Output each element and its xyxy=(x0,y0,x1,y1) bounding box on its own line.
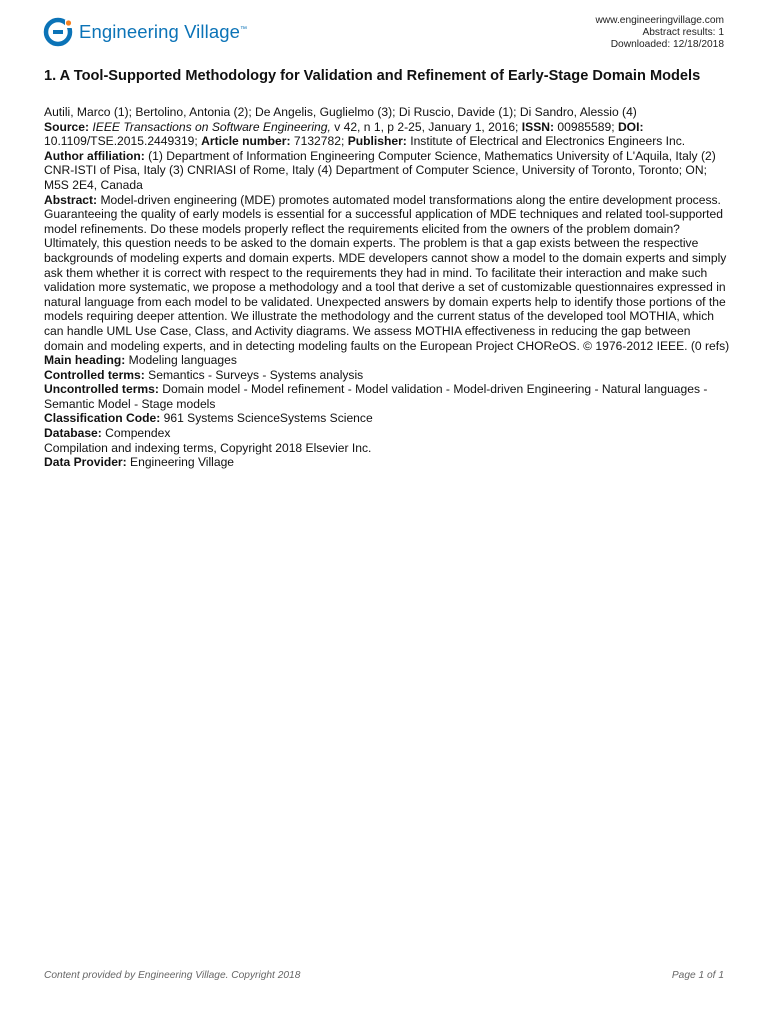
doi-value: 10.1109/TSE.2015.2449319; xyxy=(44,134,198,149)
issn-value: 00985589; xyxy=(554,119,615,134)
doi-label: DOI: xyxy=(617,119,644,134)
database-line xyxy=(44,426,730,441)
download-date: Downloaded: 12/18/2018 xyxy=(610,39,724,51)
copyright-note: Compilation and indexing terms, Copyright 2018 Elsevier Inc. xyxy=(44,440,372,455)
data-provider-label: Data Provider: xyxy=(44,455,127,470)
classification-label: Classification Code: xyxy=(44,411,161,426)
controlled-terms-label: Controlled terms: xyxy=(44,367,145,382)
main-heading-label: Main heading: xyxy=(44,353,126,368)
ev-logo-icon xyxy=(43,17,73,47)
publisher-label: Publisher: xyxy=(347,134,407,149)
uncontrolled-terms-line xyxy=(44,382,730,411)
site-url: www.engineeringvillage.com xyxy=(595,15,724,26)
footer-copyright: Content provided by Engineering Village. Copyright 2018 xyxy=(44,970,301,981)
database-value: Compendex xyxy=(101,426,171,441)
data-provider-line xyxy=(44,455,730,470)
footer-page-number: Page 1 of 1 xyxy=(671,970,724,981)
logo-text: Engineering Village™ xyxy=(79,21,248,42)
database-label: Database: xyxy=(44,426,102,441)
classification-value: 961 Systems ScienceSystems Science xyxy=(160,411,373,426)
article-number-label: Article number: xyxy=(201,134,291,149)
publisher-value: Institute of Electrical and Electronics Engineers Inc. xyxy=(406,134,686,149)
source-journal: IEEE Transactions on Software Engineering, xyxy=(92,119,331,134)
controlled-terms-line xyxy=(44,368,730,383)
record-details xyxy=(44,105,730,470)
document-meta xyxy=(595,15,724,52)
source-details: v 42, n 1, p 2-25, January 1, 2016; xyxy=(330,119,519,134)
affiliation-line xyxy=(44,149,730,193)
abstract-text: Model-driven engineering (MDE) promotes automated model transformations along the entire development process. Guaranteeing the quality of early models is essential for a successful application of MDE techniques and related tool-supported model refinements. Do these models properly reflect the requirements elicited from the owners of the problem domain? Ultimately, this question needs to be asked to the domain experts. The problem is that a gap exists between the respective backgrounds of modeling experts and domain experts. MDE developers cannot show a model to the domain experts and simply ask them whether it is correct with respect to the requirements they had in mind. To facilitate their interaction and make such validation more systematic, we propose a methodology and a tool that derive a set of customizable questionnaires expressed in natural language from each model to be validated. Unexpected answers by domain experts help to identify those portions of the models requiring deeper attention. We illustrate the methodology and the current status of the developed tool MOTHIA, which can handle UML Use Case, Class, and Activity diagrams. We assess MOTHIA effectiveness in reducing the gap between domain and modeling experts, and in detecting modeling faults on the European Project CHOReOS. © 1976-2012 IEEE. (0 refs) xyxy=(44,192,730,353)
authors: Autili, Marco (1); Bertolino, Antonia (2); De Angelis, Guglielmo (3); Di Ruscio, Davide (1); Di Sandro, Alessio (4) xyxy=(44,105,637,119)
main-heading-line xyxy=(44,353,730,368)
main-heading-value: Modeling languages xyxy=(125,353,237,368)
affiliation-label: Author affiliation: xyxy=(44,148,145,163)
engineering-village-logo[interactable] xyxy=(43,17,247,47)
classification-line xyxy=(44,411,730,426)
abstract-line xyxy=(44,193,730,354)
uncontrolled-terms-label: Uncontrolled terms: xyxy=(44,382,159,397)
abstract-label: Abstract: xyxy=(44,192,98,207)
issn-label: ISSN: xyxy=(521,119,555,134)
article-number-value: 7132782; xyxy=(290,134,345,149)
data-provider-value: Engineering Village xyxy=(126,455,235,470)
record-title: 1. A Tool-Supported Methodology for Validation and Refinement of Early-Stage Domain Models xyxy=(44,68,701,84)
uncontrolled-terms-value: Domain model - Model refinement - Model validation - Model-driven Engineering - Natural languages - Semantic Model - Stage models xyxy=(44,382,708,411)
source-line xyxy=(44,120,730,149)
page-header xyxy=(0,0,768,60)
abstract-results-count: Abstract results: 1 xyxy=(642,27,724,39)
source-label: Source: xyxy=(44,119,90,134)
controlled-terms-value: Semantics - Surveys - Systems analysis xyxy=(144,367,364,382)
affiliation-value: (1) Department of Information Engineering Computer Science, Mathematics University of L'Aquila, Italy (2) CNR-ISTI of Pisa, Italy (3) CNRIASI of Rome, Italy (4) Department of Computer Science, University of Toronto, Toronto; ON; M5S 2E4, Canada xyxy=(44,148,716,192)
